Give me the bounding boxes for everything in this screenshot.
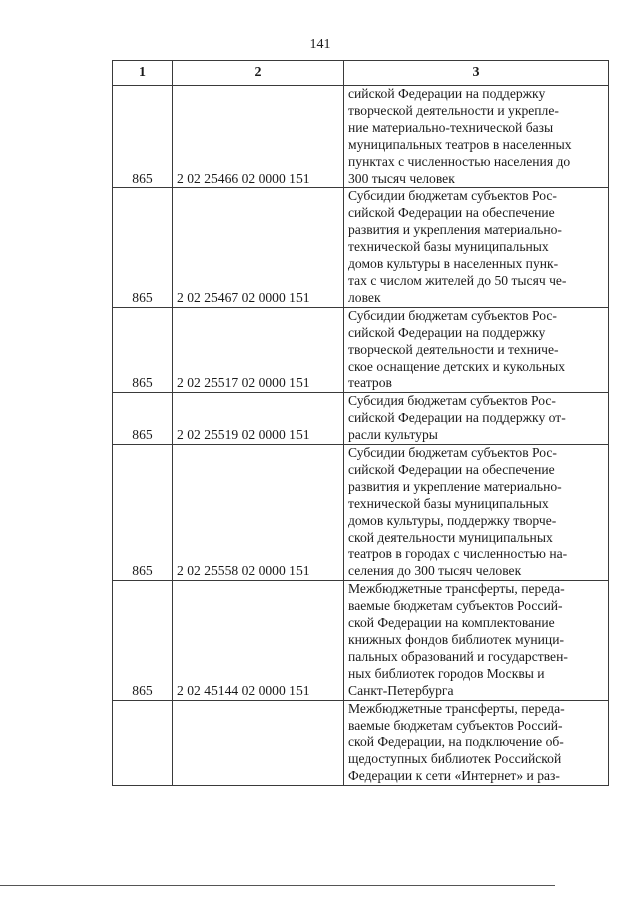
description-line: Субсидия бюджетам субъектов Рос- bbox=[348, 393, 556, 409]
description-line: сийской Федерации на обеспечение bbox=[348, 205, 555, 221]
income-description-cell bbox=[344, 393, 609, 445]
admin-code-cell bbox=[113, 700, 173, 786]
description-line: развития и укрепления материально- bbox=[348, 222, 562, 238]
description-line: расли культуры bbox=[348, 427, 438, 443]
description-line: книжных фондов библиотек муници- bbox=[348, 632, 565, 647]
table-row bbox=[113, 700, 609, 786]
description-line: ской Федерации, на подключение об- bbox=[348, 734, 564, 750]
description-line: селения до 300 тысяч человек bbox=[348, 563, 522, 579]
description-line: ской деятельности муниципальных bbox=[348, 529, 553, 545]
bottom-rule bbox=[0, 885, 555, 886]
income-description-cell bbox=[344, 581, 609, 700]
income-description-cell bbox=[344, 188, 609, 307]
header-col-1: 1 bbox=[113, 61, 173, 86]
description-line: Субсидии бюджетам субъектов Рос- bbox=[348, 307, 557, 323]
description-line: 300 тысяч человек bbox=[348, 170, 455, 186]
admin-code-cell: 865 bbox=[113, 581, 173, 700]
description-line: тах с числом жителей до 50 тысяч че- bbox=[348, 272, 567, 288]
header-col-2: 2 bbox=[173, 61, 344, 86]
page-number: 141 bbox=[309, 37, 331, 52]
description-line: ловек bbox=[348, 289, 381, 305]
admin-code-cell: 865 bbox=[113, 86, 173, 188]
table-row bbox=[113, 445, 609, 581]
budget-classification-code-cell: 2 02 25517 02 0000 151 bbox=[173, 307, 344, 393]
description-line: развития и укрепление материально- bbox=[348, 478, 562, 494]
budget-classification-code-cell: 2 02 25466 02 0000 151 bbox=[173, 86, 344, 188]
description-line: Санкт-Петербурга bbox=[348, 682, 454, 698]
income-description-cell bbox=[344, 445, 609, 581]
description-line: ние материально-технической базы bbox=[348, 119, 554, 135]
admin-code-cell: 865 bbox=[113, 307, 173, 393]
description-line: пунктах с численностью населения до bbox=[348, 153, 571, 169]
description-line: сийской Федерации на поддержку от- bbox=[348, 410, 566, 426]
description-line: Субсидии бюджетам субъектов Рос- bbox=[348, 445, 557, 461]
description-line: творческой деятельности и укрепле- bbox=[348, 102, 559, 118]
description-line: Межбюджетные трансферты, переда- bbox=[348, 581, 565, 597]
description-line: ных библиотек городов Москвы и bbox=[348, 665, 545, 681]
table-body bbox=[113, 86, 609, 786]
description-line: ское оснащение детских и кукольных bbox=[348, 358, 566, 374]
description-line: творческой деятельности и техниче- bbox=[348, 341, 559, 357]
description-line: Федерации к сети «Интернет» и раз- bbox=[348, 768, 560, 784]
income-description-cell bbox=[344, 700, 609, 786]
description-line: театров в городах с численностью на- bbox=[348, 546, 568, 562]
table-row bbox=[113, 393, 609, 445]
description-line: ваемые бюджетам субъектов Россий- bbox=[348, 717, 563, 733]
description-line: ваемые бюджетам субъектов Россий- bbox=[348, 598, 563, 614]
table-row bbox=[113, 581, 609, 700]
table-header-row bbox=[113, 61, 609, 86]
budget-classification-code-cell bbox=[173, 700, 344, 786]
budget-classification-code-cell: 2 02 25558 02 0000 151 bbox=[173, 445, 344, 581]
description-line: сийской Федерации на поддержку bbox=[348, 324, 546, 340]
admin-code-cell: 865 bbox=[113, 445, 173, 581]
table-row bbox=[113, 188, 609, 307]
description-line: сийской Федерации на обеспечение bbox=[348, 461, 555, 477]
description-line: ской Федерации на комплектование bbox=[348, 615, 555, 631]
budget-classification-code-cell: 2 02 25467 02 0000 151 bbox=[173, 188, 344, 307]
description-line: технической базы муниципальных bbox=[348, 239, 549, 255]
admin-code-cell: 865 bbox=[113, 393, 173, 445]
description-line: Субсидии бюджетам субъектов Рос- bbox=[348, 188, 557, 204]
income-description-cell bbox=[344, 86, 609, 188]
table-row bbox=[113, 86, 609, 188]
income-description-cell bbox=[344, 307, 609, 393]
table-row bbox=[113, 307, 609, 393]
budget-classification-code-cell: 2 02 25519 02 0000 151 bbox=[173, 393, 344, 445]
description-line: технической базы муниципальных bbox=[348, 495, 549, 511]
budget-classification-code-cell: 2 02 45144 02 0000 151 bbox=[173, 581, 344, 700]
description-line: щедоступных библиотек Российской bbox=[348, 751, 562, 767]
admin-code-cell: 865 bbox=[113, 188, 173, 307]
description-line: театров bbox=[348, 375, 392, 391]
description-line: сийской Федерации на поддержку bbox=[348, 86, 546, 101]
description-line: муниципальных театров в населенных bbox=[348, 136, 572, 152]
description-line: Межбюджетные трансферты, переда- bbox=[348, 700, 565, 716]
description-line: пальных образований и государствен- bbox=[348, 648, 568, 664]
budget-table bbox=[112, 60, 609, 786]
description-line: домов культуры, поддержку творче- bbox=[348, 512, 557, 528]
header-col-3: 3 bbox=[344, 61, 609, 86]
description-line: домов культуры в населенных пунк- bbox=[348, 256, 559, 272]
